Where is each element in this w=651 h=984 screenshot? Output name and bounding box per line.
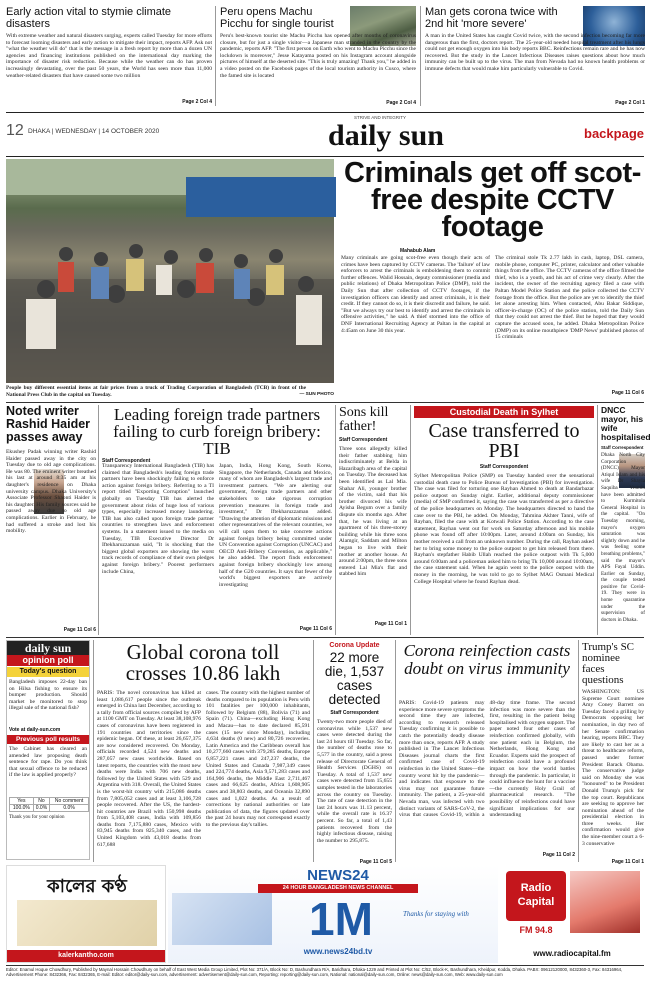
- page-ref: Page 11 Col 6: [63, 627, 96, 633]
- previous-question: The Cabinet has cleared an amended law proposing death sentence for rape. Do you think that sexual offence to be reduced if the law is applied properly?: [9, 746, 87, 779]
- tagline: STRIVE AND INTEGRITY: [353, 115, 406, 120]
- global-corona-headline-block[interactable]: [97, 642, 309, 688]
- imprint-footer: Editor: Enamul Hoque Chowdhury, Published by Maynal Hossain Chowdhury on behalf of East West Media Group Limited, Plot No: 371/A, Block No: D, Bashundhara R/A, Baridhara, Dhaka-1229 and Printed at Plot No: C/52, Block-K, Bashundhara, Kheidpur, Kodda, Dhaka. PABX: 09612120000, 8432360-3, Fax: 84316964, Advertisement Phone: 8432366, Fax: 8432365, E-mail: Editor: editor@daily-sun.com, advertisement: advertisement@daily-sun.com, Reporting: reporting@daily-sun.com, National: national@daily-sun.com, Online: news@daily-sun.com, Web: www.daily-sun.com: [6, 967, 623, 978]
- reinfection-body: PARIS: Covid-19 patients may experience more severe symptoms the second time they are infected, according to research released Tuesday confirming it is possible to catch the potentially deadly disease more than once, reports AFP. A study published in The Lancet Infectious Diseases journal charts the first confirmed case of Covid-19 reinfection in the United States—the country worst hit by the pandemic—and indicates that exposure to the virus may not guarantee future immunity. The patient, a 25-year-old Nevada man, was infected with two distinct variants of SARS-CoV-2, the virus that causes Covid-19, within a 48-day time frame. The second infection was more severe than the first, resulting in the patient being hospitalised with oxygen support. The paper noted four other cases of reinfection confirmed globally, with one patient each in Belgium, the Netherlands, Hong Kong and Ecuador. Experts said the prospect of reinfection could have a profound impact on how the world battles through the pandemic. In particular, it could influence the hunt for a vaccine—the currently Holy Grail of pharmaceutical research. "The possibility of reinfections could have significant implications for our understanding: [399, 700, 576, 819]
- global-corona-body-col2: cases. The country with the highest number of deaths compared to its population is Peru with 101 fatalities per 100,000 inhabitants, followed by Belgium (88), Bolivia (71) and Spain (71). China—excluding Hong Kong and Macau—has to date declared 85,591 cases (15 new since Monday), including 4,634 deaths (0 new) and 80,726 recoveries. Latin America and the Caribbean overall has 10,277,660 cases with 379,285 deaths, Europe 6,857,221 cases and 247,237 deaths, the United States and Canada 7,987,349 cases and 224,774 deaths, Asia 9,571,283 cases and 164,906 deaths, the Middle East 2,711,467 cases and 66,625 deaths, Africa 1,608,905 cases and 38,803 deaths, and Oceania 32,890 cases and 1,022 deaths. As a result of corrections by national authorities or late publication of data, the figures updated over the past 24 hours may not correspond exactly to the previous day's tallies.: [206, 690, 310, 828]
- trade-headline: Leading foreign trade partners failing to curb foreign bribery: TIB: [113, 405, 321, 458]
- headline: Corona reinfection casts doubt on virus immunity: [403, 641, 571, 678]
- poll-results-table: [9, 797, 89, 812]
- story-body: Dhaka North City Corporation (DNCC) Mayor Atiqul Islam and his wife Dr Shayla Saquiba Yesmin have been admitted to Kurmitola General Hospital in the capital. "On Tuesday morning, mayor's oxygen saturation was slightly down and he was feeling some breathing problems," said the mayor's APS Fayal Uddin. Earlier on Sunday, the couple tested positive for Covid-19. They were in home quarantine under the supervision of doctors in Dhaka.: [601, 452, 645, 623]
- top-story-climate[interactable]: [6, 6, 212, 110]
- byline: Staff Correspondent: [339, 437, 388, 443]
- col-no-comment: No comment: [50, 798, 89, 805]
- trade-body-col2: Japan, India, Hong Kong, South Korea, Singapore, the Netherlands, Canada and Mexico, many of whom are Bangladesh's largest trade and investment partners. "We are alerting our government, foreign trade partners and other stakeholders to take rigorous corruption prevention measures in foreign trade and investment," Dr Iftekharuzzaman added. "Drawing the attention of diplomatic missions and other representatives of the relevant countries, we will call upon them to take concrete actions against foreign bribery being committed under UN Convention against Corruption (UNCAC) and OECD Anti-Bribery Convention, as applicable," he also added. The report finds enforcement against foreign bribery shockingly low among half of the G20 countries. It says that fewer of the world's biggest exporters are actively investigating: [219, 463, 332, 588]
- photo-caption: People buy different essential items at fair prices from a truck of Trading Corporation of Bangladesh (TCB) in front of the National Press Club in the capital on Tuesday.: [6, 385, 306, 398]
- byline: Staff Correspondent: [330, 710, 379, 716]
- ad-kalerkantho[interactable]: [6, 865, 166, 963]
- ad-brand: কালের কণ্ঠ: [47, 876, 127, 897]
- top-story-machu-picchu[interactable]: [220, 6, 416, 110]
- page-ref: Page 11 Col 5: [359, 859, 392, 865]
- poll-brand: daily sun: [7, 641, 89, 655]
- byline: Staff Correspondent: [479, 464, 529, 470]
- global-corona-body-col1: PARIS: The novel coronavirus has killed at least 1,086,617 people since the outbreak emerged in China last December, according to a tally from official sources compiled by AFP at 1100 GMT on Tuesday. At least 38,108,976 cases of coronavirus have been registered in 191 countries and territories since the epidemic began. Of these, at least 26,657,375 are now considered recovered. On Monday, officials recorded 4,524 new deaths and 287,057 new cases worldwide. Based on latest reports, the countries with the most new deaths were India with 706 new deaths, followed by the United States with 529 and Argentina with 318. Overall, the United States is the worst-hit country with 215,086 deaths from 7,805,052 cases and at least 3,106,728 people recovered. After the US, the hardest-hit countries are Brazil with 150,998 deaths from 5,103,408 cases, India with 109,856 deaths from 7,175,880 cases, Mexico with 83,945 deaths from 825,340 cases, and the United Kingdom with 43,018 deaths from 617,688: [97, 690, 201, 848]
- val-no: 0.0%: [33, 805, 49, 812]
- headline: Trump's SC nominee faces questions: [582, 641, 635, 686]
- story-sons-kill-father[interactable]: [339, 406, 407, 634]
- today-question-label: Today's question: [7, 667, 89, 677]
- page-ref: Page 11 Col 6: [299, 626, 332, 632]
- story-body: A man in the United States has caught Covid twice, with the second infection becoming far more dangerous than the first, doctors report. The 25-year-old needed hospital treatment after his lungs could not get enough oxygen into his body reports BBC. Reinfections remain rare and he has now recovered. But the study in the Lancet Infectious Diseases raises questions about how much immunity can be built up to the virus. The man from Nevada had no known health problems or immune defects that would make him particularly vulnerable to Covid.: [425, 33, 645, 72]
- kicker: Corona Update: [329, 642, 380, 649]
- kicker-bar: Custodial Death in Sylhet: [414, 406, 594, 418]
- reinfection-headline-block[interactable]: [399, 642, 575, 698]
- byline: Staff Correspondent: [601, 445, 644, 450]
- story-trump-sc-nominee[interactable]: [582, 641, 644, 865]
- page-ref: Page 2 Col 4: [182, 99, 212, 105]
- previous-poll-label: Previous poll results: [7, 735, 89, 744]
- ad-anchor-image: [172, 893, 272, 945]
- ad-radio-image: [570, 871, 640, 933]
- page-ref: Page 11 Col 1: [611, 859, 644, 865]
- trade-byline: Staff Correspondent: [102, 458, 151, 464]
- trade-headline-block[interactable]: [102, 405, 332, 458]
- ad-radio-frequency: FM 94.8: [519, 925, 553, 935]
- story-body: Twenty-two more people died of coronavirus while 1,537 new cases were detected during the last 24 hours till Tuesday. So far, the number of deaths rose to 5,577 in the country, said a press release of Directorate General of Health Services (DGHS) on Tuesday. A total of 1,537 new cases were detected from 15,655 samples tested in the laboratories across the country on Tuesday. The rate of case detection in the last 24 hours was 11.13 percent, while the overall rate is 16.37 percent. So far, a total of 1,43 patients recovered from the highly infectious disease, raising the number to 295,875.: [317, 719, 392, 844]
- lead-body-col1: Many criminals are going scot-free even though their acts of crimes have been captured by CCTV cameras. The 'failure' of law enforcers to arrest the criminals is emboldening them to commit further offences. Walid Hossain, deputy commissioner (media and public relations) of Dhaka Metropolitan Police (DMP), told the Daily Sun that after collection of CCTV footages, if the investigation officers can identify and arrest criminals, it is their credit. If they cannot do so, it is their discredit and failure, he said. "But we always try our best to identify and arrest the criminals in offensive activities," he said. A thief stormed into the office of DNF International Recruiting Agency at Paltan in the capital at 4:45am on June 30 this year.: [341, 255, 490, 334]
- story-corona-update[interactable]: [317, 642, 392, 865]
- headline: Noted writer Rashid Haider passes away: [6, 404, 91, 444]
- lead-headline-block[interactable]: [341, 157, 644, 243]
- today-question: Bangladesh imposes 22-day ban on Hilsa fishing to ensure its bumper production. Should market be monitored to stop illegal sale of the national fish?: [9, 679, 87, 712]
- headline: Sons kill father!: [339, 405, 389, 434]
- page-ref: Page 11 Col 1: [374, 621, 407, 627]
- headline: Man gets corona twice with 2nd hit 'more severe': [425, 6, 558, 30]
- headline: Global corona toll crosses 10.86 lakh: [125, 640, 281, 685]
- dateline: DHAKA | WEDNESDAY | 14 OCTOBER 2020: [28, 128, 160, 135]
- ad-news24-big: 1M: [309, 893, 373, 945]
- story-body: WASHINGTON: US Supreme Court nominee Amy Coney Barrett on Tuesday faced a grilling by Democrats opposing her nomination, in day two of her Senate confirmation hearing, reports BBC. They are likely to cast her as a threat to healthcare reform, passed under former President Barack Obama. The conservative judge said on Monday she was "honoured" to be President Donald Trump's pick for the top court. Republicans are seeking to approve her nomination ahead of the presidential election in three weeks. Her confirmation would give the nine-member court a 6-3 conservative: [582, 689, 644, 847]
- ad-radio-url: www.radiocapital.fm: [533, 949, 611, 958]
- page-ref: Page 11 Col 6: [611, 390, 644, 396]
- page-number: 12: [6, 122, 24, 139]
- story-rashid-haider[interactable]: [6, 405, 96, 633]
- poll-thanks: Thank you for your opinion: [9, 815, 65, 820]
- opinion-poll[interactable]: [6, 640, 90, 860]
- masthead-logo: daily sun: [328, 119, 444, 152]
- ad-news24-sub: 24 HOUR BANGLADESH NEWS CHANNEL: [258, 884, 418, 893]
- vote-link[interactable]: Vote at daily-sun.com: [9, 727, 61, 733]
- val-yes: 100.0%: [10, 805, 34, 812]
- headline: Peru opens Machu Picchu for single tourist: [220, 6, 334, 30]
- masthead: [6, 114, 644, 154]
- trade-body-col1: Transparency International Bangladesh (TIB) has claimed that Bangladesh's leading foreign trade partners have been shockingly failing to enforce action against foreign bribery. Referring to a TI report titled "Exporting Corruption" launched globally on Tuesday TIB has alerted the government about risks of huge loss of various types, especially increased money laundering. TIB has also called upon foreign trade partner countries to strengthen laws and enforcement systems. In a statement issued to the media on Tuesday, TIB Executive Director Dr Iftekharuzzaman said, "It is shocking that the biggest global exporters are showing the worst track records of compliance of their own pledges against foreign bribery." Poorest performers include China,: [102, 463, 214, 575]
- ad-radio-capital[interactable]: [500, 865, 644, 963]
- lead-body-col2: The criminal stole Tk 2.77 lakh in cash, laptop, DSL camera, mobile phone, computer PC, printer, calculator and other valuable things from the office. The CCTV cameras of the office filmed the thief, who is a youth, and his act of crime very clearly. After the incident, the owner of the recruiting agency filed a case with Paltan Model Police Station and the police collected the CCTV footage from the office. But the police are yet to identify the thief let alone arresting him. When contacted, Abu Bakar Siddique, officer-in-charge (OC) of the police station, told the Daily Sun that they could not arrest the thief. But he hoped that they would capture the accused soon, he added. Dhaka Metropolitan Police (DMP) on its online mouthpiece 'DMP News' published photos of 15 criminals: [495, 255, 644, 341]
- story-body: With extreme weather and natural disasters surging, experts called Tuesday for more efforts to forecast looming disasters and early action to mitigate their impact, reports AFP. Ask not "what the weather will do" that is the message in a fresh report by more than a dozen UN agencies and financing institutions published on the international day marking the importance of disaster risk reduction. Because while the weather can do has proven increasingly devastating, over the past 50 years, the World has seen more than 11,000 weather-related disasters that have caused some two million: [6, 33, 212, 79]
- ad-news24-brand: NEWS24: [307, 867, 369, 884]
- col-no: No: [33, 798, 49, 805]
- ad-paper-image: [17, 900, 157, 946]
- page-ref: Page 2 Col 1: [615, 100, 645, 106]
- story-custodial-death[interactable]: [414, 406, 594, 634]
- ad-news24-web: www.news24bd.tv: [303, 947, 373, 956]
- ad-news24[interactable]: [168, 865, 498, 963]
- page-ref: Page 2 Col 4: [386, 100, 416, 106]
- story-body: Sylhet Metropolitan Police (SMP) on Tuesday handed over the sensational custodial death case to Police Bureau of Investigation (PBI) for investigation. The case was filed for torturing one Rayhan Ahmed to death at Bandarbazar police outpost on Sunday night. Earlier, additional deputy commissioner (media) of SMP confirmed it, saying the case was transferred as per a directive of the police headquarters on Monday. The headquarters directed to hand the case over to the PBI, he added. On Monday, Tahmina Akhter Tanni, wife of Rayhan, filed the case with at Kotwali Police Station. According to the case statement, Rayhan went out for work on Saturday afternoon and his mobile phone was found off after 10:00pm. Later, around 4:00am on Sunday, his mother received a call from an unknown number. During the call, Rayhan asked her to bring some money to the police outpost to get him released from there. Rayhan's stepfather Habib Ullah reached the police outpost with Tk 5,000 around 6:00am and a policeman asked him to bring Tk 10,000 around 10:00am, the case statement said. When he again went to the police outpost with the money in the morning, he was told to go to Sylhet MAG Osmani Medical College Hospital where he found Rayhan dead.: [414, 473, 594, 585]
- ad-news24-tagline: Thanks for staying with: [403, 910, 469, 918]
- headline: Early action vital to stymie climate disasters: [6, 6, 172, 30]
- headline: 22 more die, 1,537 cases detected: [324, 650, 385, 707]
- section-label: backpage: [584, 126, 644, 141]
- val-no-comment: 0.0%: [50, 805, 89, 812]
- ad-url: kalerkantho.com: [7, 950, 165, 962]
- page-ref: Page 11 Col 2: [542, 852, 575, 858]
- headline: DNCC mayor, his wife hospitalised: [601, 405, 651, 442]
- headline: Case transferred to PBI: [428, 420, 580, 462]
- story-dncc-mayor[interactable]: [601, 405, 651, 634]
- story-body: Three sons allegedly killed their father stabbing him indiscriminately at Belda in Hazaribagh area of the capital on Tuesday. The deceased has been identified as Lal Mia. Shahar Ali, younger brother of the victim, said that his brother divorced his wife Ayisha Begum over a family dispute six months ago. After that, he was living at an apartment of his three-storey building while his three sons Alamgir, Saddam and Milton began to live with their mother at another house. At around 2:00pm, the three sons entered Lal Mia's flat and stabbed him: [339, 446, 407, 578]
- lead-headline: Criminals get off scot-free despite CCTV footage: [344, 157, 641, 243]
- main-photo-tcb-queue: [6, 159, 334, 383]
- col-yes: Yes: [10, 798, 34, 805]
- ad-radio-logo: Radio Capital: [506, 871, 566, 921]
- top-story-covid-twice[interactable]: [425, 6, 645, 110]
- story-body: Ekushey Padak winning writer Rashid Haider passed away in the city on Tuesday due to old age complications. He was 80. The eminent writer breathed his last at around 8:35 am at his daughter's residence on Dhaka university campus. Dhaka University's Associate Professor Shaonti Haider is his daughter. His family sources said he passed away due to old age complications. Earlier in February, he had suffered a stroke and lost his mobility.: [6, 449, 96, 535]
- photo-credit: — SUN PHOTO: [299, 392, 334, 397]
- poll-title: opinion poll: [7, 655, 89, 666]
- story-body: Peru's best-known tourist site Machu Picchu has opened after months of coronavirus closure, but for just a single visitor—a Japanese man stranded in the country by the pandemic, reports AFP. "The first person on Earth who went to Machu Picchu since the lockdown is moreover," Jesse Katayama posted on his Instagram account alongside pictures of himself at the deserted site. "This is truly amazing! Thank you," he added in a video posted on the Facebook pages of the local tourism authority in Cusco, where the famed site is located: [220, 33, 416, 79]
- lead-byline: Mahabub Alam: [400, 248, 436, 254]
